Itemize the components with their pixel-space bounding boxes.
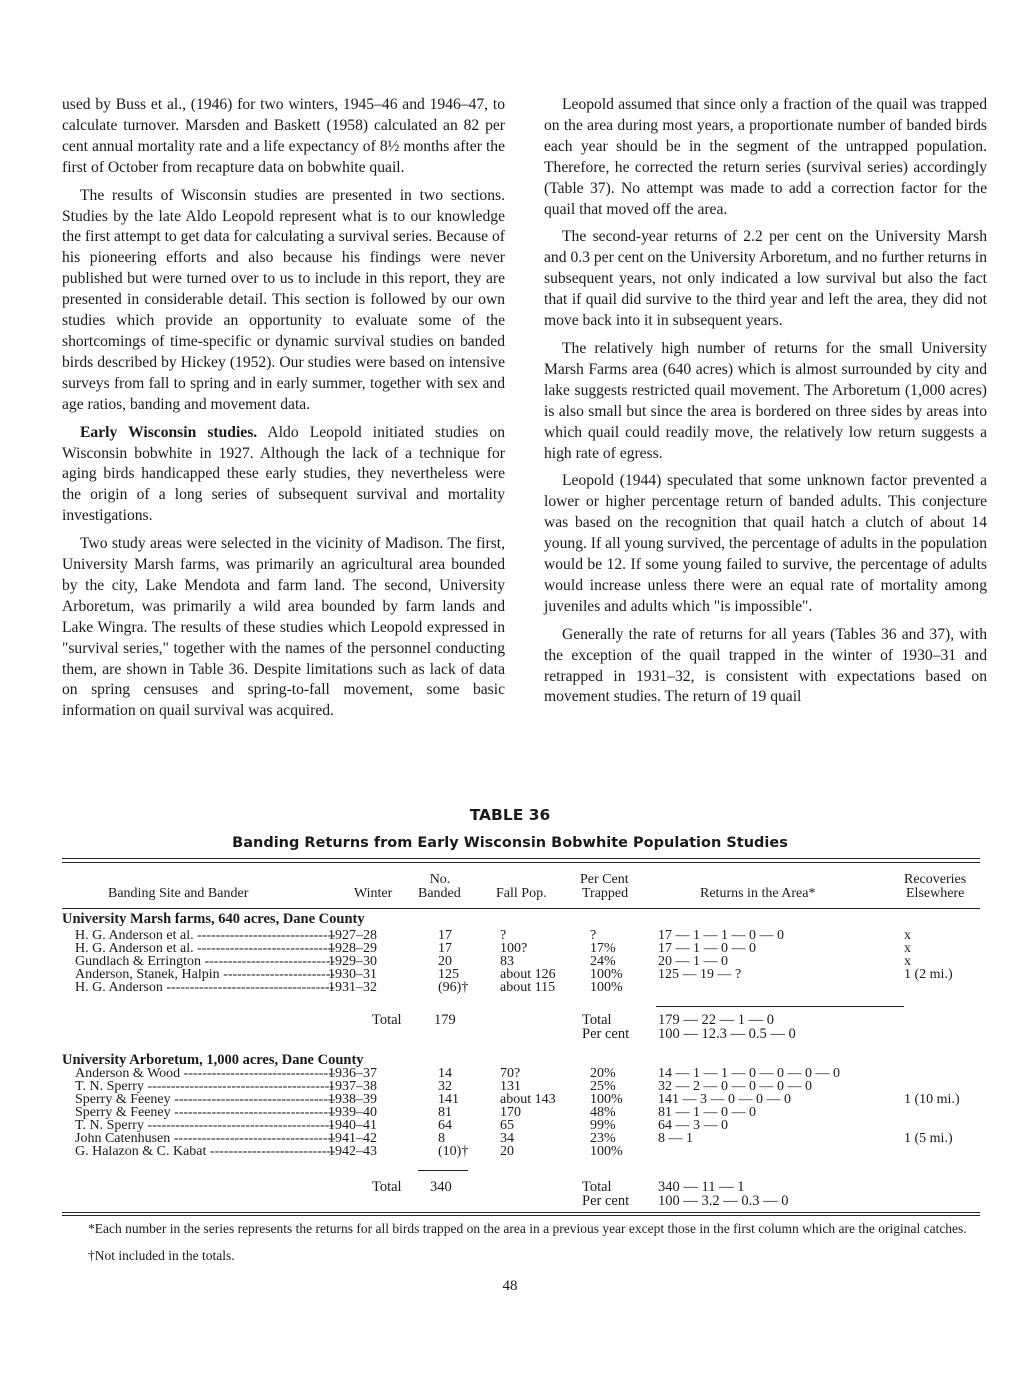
site-cell [75,982,335,995]
site-label: Sperry & Feeney ----- [75,1107,335,1120]
footnote-returns: *Each number in the series represents the returns for all birds trapped on the area in a previous year except those in the first column which are the original catches. [88,1221,967,1236]
winter-cell: 1929–30 [328,953,377,969]
fall-pop-cell: 131 [500,1079,521,1094]
arboretum-percent-returns: 100 — 3.2 — 0.3 — 0 [658,1193,789,1209]
site-label: Anderson, Stanek, Halpin ----- [75,969,335,982]
table-bottom-rule-2 [62,1215,980,1216]
footnote-not-included: †Not included in the totals. [88,1248,235,1263]
left-text-column [62,95,505,729]
site-label: Sperry & Feeney ----- [75,1094,335,1107]
banded-cell: 17 [438,940,452,956]
site-label: T. N. Sperry ----- [75,1081,335,1094]
percent-trapped-cell: ? [590,928,597,943]
marsh-total-banded: 179 [434,1012,456,1028]
recoveries-cell: x [904,928,911,943]
table-row [62,940,980,956]
winter-cell: 1941–42 [328,1131,377,1146]
fall-pop-cell: 170 [500,1105,521,1120]
section-heading-early-wisconsin: Early Wisconsin studies. [80,423,258,441]
marsh-total-pct-label: Total [582,1012,612,1028]
returns-cell: 20 — 1 — 0 [658,953,728,969]
table-row [62,1120,980,1133]
percent-trapped-cell: 23% [590,1131,616,1146]
right-paragraph-4: Leopold (1944) speculated that some unknown factor prevented a lower or higher percentage return of banded adults. This conjecture was based on the recognition that quail hatch a clutch of about 14 young. If all young survived, the percentage of adults in the population would be 12. If some young failed to survive, the percentage of adults would increase unless there were an equal rate of mortality among juveniles and adults which "is impossible". [544,472,988,615]
table-bottom-rule [62,1212,980,1213]
site-cell [75,1133,335,1146]
returns-cell: 17 — 1 — 0 — 0 [658,940,756,956]
banded-cell: 125 [438,966,459,982]
table-row [62,979,980,995]
winter-cell: 1936–37 [328,1066,377,1081]
recoveries-cell: 1 (5 mi.) [904,1131,953,1146]
banded-cell: 8 [438,1131,445,1146]
right-paragraph-3: The relatively high number of returns for the small University Marsh Farms area (640 acres) which is almost surrounded by city and lake suggests restricted quail movement. The Arboretum (1,000 acres) is also small but since the area is bordered on three sides by areas into which quail could readily move, the relatively low return suggests a high rate of egress. [544,339,987,462]
fall-pop-cell: about 143 [500,1092,556,1107]
table-top-rule [62,858,980,859]
header-pct-2: Trapped [582,886,629,901]
site-label: T. N. Sperry ----- [75,1120,335,1133]
site-label: John Catenhusen ----- [75,1133,335,1146]
winter-cell: 1927–28 [328,928,377,943]
header-recoveries-1: Recoveries [904,872,967,887]
header-pct-1: Per Cent [580,872,629,887]
site-cell [75,930,335,943]
fall-pop-cell: about 126 [500,966,556,982]
banded-cell: 81 [438,1105,452,1120]
marsh-percent-label: Per cent [582,1026,630,1042]
table-title: TABLE 36 [469,806,551,824]
left-paragraph-2: The results of Wisconsin studies are presented in two sections. Studies by the late Aldo Leopold represent what is to our knowledge the first attempt to get data for calculating a survival series. Because of his pioneering efforts and also because his findings were never published but were turned over to us to include in this report, they are presented in considerable detail. This section is followed by our own studies which provide an opportunity to evaluate some of the shortcomings of time-specific or dynamic survival studies on banded birds described by Hickey (1952). Our studies were based on intensive surveys from fall to spring and in early summer, together with sex and age ratios, banding and movement data. [62,186,505,413]
header-bottom-rule [62,908,980,909]
site-cell [75,1146,335,1159]
fall-pop-cell: 100? [500,940,528,956]
percent-trapped-cell: 99% [590,1118,616,1133]
header-site: Banding Site and Bander [108,886,249,901]
winter-cell: 1938–39 [328,1092,377,1107]
arboretum-percent-label: Per cent [582,1193,630,1209]
marsh-total-label: Total [372,1012,402,1028]
table-row [62,1094,980,1107]
banded-cell: 64 [438,1118,452,1133]
table-row [62,1068,980,1081]
header-winter: Winter [354,886,393,901]
right-paragraph-2: The second-year returns of 2.2 per cent on the University Marsh and 0.3 per cent on the University Arboretum, and no further returns in subsequent years, not only indicated a low survival but also the fact that if quail did survive to the third year and left the area, they did not move back into it in subsequent years. [544,228,987,330]
returns-cell: 64 — 3 — 0 [658,1118,728,1133]
winter-cell: 1942–43 [328,1144,377,1159]
winter-cell: 1930–31 [328,966,377,982]
banded-cell: 32 [438,1079,452,1094]
returns-cell: 17 — 1 — 1 — 0 — 0 [658,928,784,943]
banded-cell: 20 [438,953,452,969]
site-label: Anderson & Wood ----- [75,1068,335,1081]
banded-cell: 14 [438,1066,452,1081]
returns-cell: 141 — 3 — 0 — 0 — 0 [658,1092,791,1107]
winter-cell: 1940–41 [328,1118,377,1133]
fall-pop-cell: ? [500,928,507,943]
right-text-column [544,95,987,715]
header-recoveries-2: Elsewhere [906,886,965,901]
percent-trapped-cell: 48% [590,1105,616,1120]
site-label: G. Halazon & C. Kabat ----- [75,1146,335,1159]
percent-trapped-cell: 100% [590,979,623,995]
fall-pop-cell: about 115 [500,979,556,995]
table-subtitle: Banding Returns from Early Wisconsin Bobwhite Population Studies [232,835,788,851]
header-fall-pop: Fall Pop. [496,886,547,901]
arboretum-total-label: Total [372,1179,402,1195]
group-heading-marsh: University Marsh farms, 640 acres, Dane County [62,911,365,927]
percent-trapped-cell: 100% [590,1092,623,1107]
table-row [62,1107,980,1120]
recoveries-cell: x [904,940,911,956]
site-label: H. G. Anderson ----- [75,982,335,995]
group-heading-arboretum: University Arboretum, 1,000 acres, Dane County [62,1052,364,1068]
site-cell [75,956,335,969]
left-paragraph-1: used by Buss et al., (1946) for two winters, 1945–46 and 1946–47, to calculate turnover. Marsden and Baskett (1958) calculated an 82 per cent annual mortality rate and a life expectancy of 8½ months after the first of October from recapture data on bobwhite quail. [62,96,505,176]
left-paragraph-4: Two study areas were selected in the vicinity of Madison. The first, University Marsh farms, was primarily an agricultural area bounded by the city, Lake Mendota and farm land. The second, University Arboretum, was primarily a wild area bounded by farm lands and Lake Wingra. The results of these studies which Leopold expressed in "survival series," together with the names of the personnel conducting them, are shown in Table 36. Despite limitations such as lack of data on spring censuses and spring-to-fall movement, some basic information on quail survival was acquired. [62,535,505,720]
header-returns: Returns in the Area* [700,886,816,901]
percent-trapped-cell: 17% [590,940,616,956]
site-cell [75,1107,335,1120]
percent-trapped-cell: 20% [590,1066,616,1081]
winter-cell: 1939–40 [328,1105,377,1120]
recoveries-cell: x [904,953,911,969]
marsh-percent-returns: 100 — 12.3 — 0.5 — 0 [658,1026,796,1042]
right-paragraph-1: Leopold assumed that since only a fraction of the quail was trapped on the area during most years, a proportionate number of banded birds each year should be in the segment of the untrapped population. Therefore, he corrected the return series (survival series) accordingly (Table 37). No attempt was made to add a correction factor for the quail that moved off the area. [544,96,987,218]
returns-cell: 32 — 2 — 0 — 0 — 0 — 0 [658,1079,812,1094]
winter-cell: 1928–29 [328,940,377,956]
site-cell [75,969,335,982]
recoveries-cell: 1 (2 mi.) [904,966,953,982]
header-banded-2: Banded [418,886,461,901]
site-label: H. G. Anderson et al. ----- [75,943,335,956]
header-banded-1: No. [429,872,451,887]
table-row [62,1146,980,1159]
banded-cell: (96)† [438,979,469,995]
returns-cell: 81 — 1 — 0 — 0 [658,1105,756,1120]
returns-cell: 8 — 1 [658,1131,693,1146]
fall-pop-cell: 20 [500,1144,514,1159]
marsh-returns-rule [656,1006,904,1007]
winter-cell: 1931–32 [328,979,377,995]
arboretum-total-banded: 340 [430,1179,452,1195]
table-row [62,1133,980,1146]
site-label: H. G. Anderson et al. ----- [75,930,335,943]
page-number: 48 [502,1278,518,1294]
recoveries-cell: 1 (10 mi.) [904,1092,960,1107]
site-cell [75,943,335,956]
site-cell [75,1068,335,1081]
fall-pop-cell: 34 [500,1131,514,1146]
arboretum-total-returns: 340 — 11 — 1 [658,1179,745,1195]
banded-cell: 17 [438,928,452,943]
percent-trapped-cell: 24% [590,953,616,969]
fall-pop-cell: 65 [500,1118,514,1133]
percent-trapped-cell: 25% [590,1079,616,1094]
table-top-rule-2 [62,862,980,863]
site-cell [75,1081,335,1094]
arboretum-total-pct-label: Total [582,1179,612,1195]
right-paragraph-5: Generally the rate of returns for all years (Tables 36 and 37), with the exception of the quail trapped in the winter of 1930–31 and retrapped in 1931–32, is consistent with expectations based on movement studies. The return of 19 quail [544,625,987,706]
fall-pop-cell: 70? [500,1066,521,1081]
banded-cell: 141 [438,1092,459,1107]
percent-trapped-cell: 100% [590,966,623,982]
returns-cell: 14 — 1 — 1 — 0 — 0 — 0 — 0 [658,1066,840,1081]
marsh-total-returns: 179 — 22 — 1 — 0 [658,1012,774,1028]
fall-pop-cell: 83 [500,953,514,969]
site-cell [75,1094,335,1107]
banded-cell: (10)† [438,1144,469,1159]
site-cell [75,1120,335,1133]
returns-cell: 125 — 19 — ? [658,966,742,982]
arboretum-banded-rule [418,1170,468,1171]
winter-cell: 1937–38 [328,1079,377,1094]
left-paragraph-3 [62,423,505,528]
site-label: Gundlach & Errington ----- [75,956,335,969]
left-paragraph-3-body: Aldo Leopold initiated studies on Wisconsin bobwhite in 1927. Although the lack of a technique for aging birds handicapped these early studies, they nevertheless were the origin of a long series of subsequent survival and mortality investigations. [62,423,505,525]
percent-trapped-cell: 100% [590,1144,623,1159]
